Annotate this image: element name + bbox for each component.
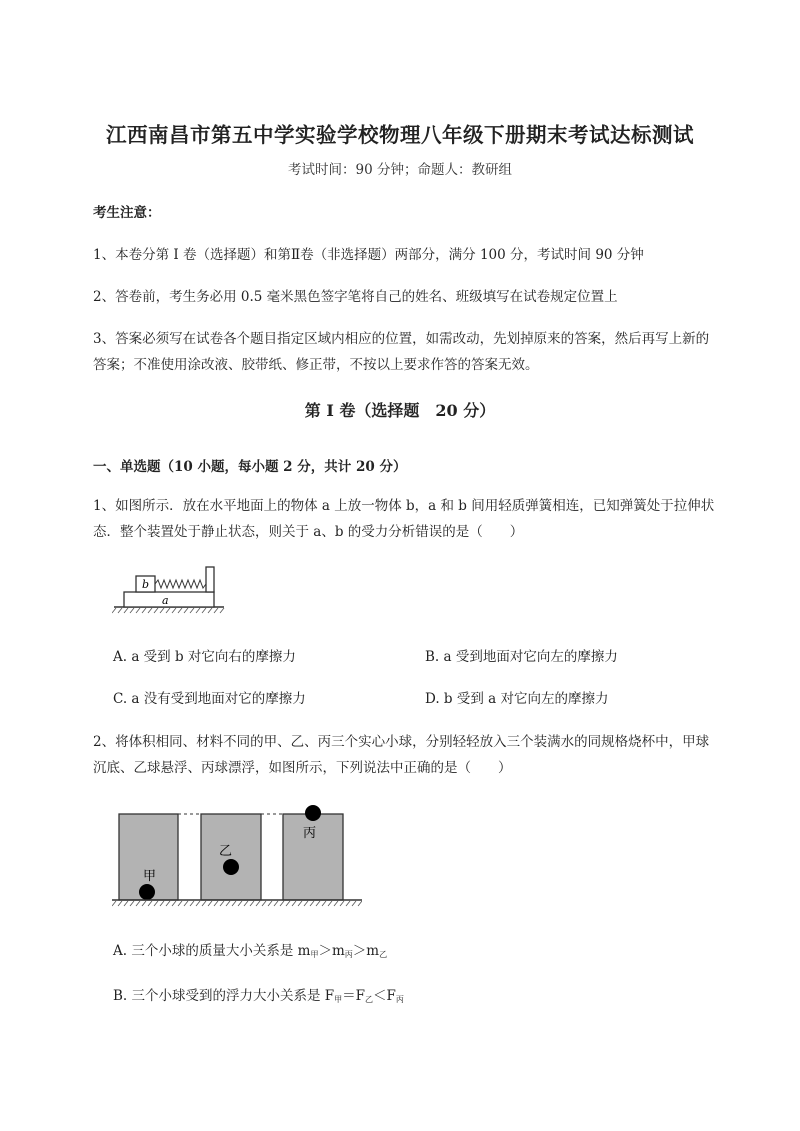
exam-info: 考试时间：90 分钟；命题人：教研组 — [288, 162, 512, 178]
subscript: 丙 — [395, 995, 404, 1004]
ground-hatching — [112, 607, 224, 613]
subscript: 甲 — [310, 950, 319, 959]
page-title: 江西南昌市第五中学实验学校物理八年级下册期末考试达标测试 — [106, 123, 694, 147]
operator: ＞ — [352, 943, 367, 959]
beakers-figure — [112, 800, 362, 912]
symbol-m: m — [297, 943, 311, 959]
spring-blocks-figure — [112, 562, 227, 620]
q1-option-a[interactable]: A. a 受到 b 对它向右的摩擦力 — [113, 649, 296, 665]
label-a: a — [162, 594, 169, 607]
q1-option-c[interactable]: C. a 没有受到地面对它的摩擦力 — [113, 691, 306, 707]
symbol-f: F — [386, 988, 396, 1004]
ball-bing — [305, 805, 321, 821]
block-a — [124, 592, 214, 607]
symbol-f: F — [355, 988, 366, 1004]
ball-yi — [223, 859, 239, 875]
operator: ＞ — [318, 943, 332, 959]
wall-post — [206, 567, 214, 592]
notice-item-1: 1、本卷分第 I 卷（选择题）和第Ⅱ卷（非选择题）两部分，满分 100 分，考试时间 90 分钟 — [93, 247, 644, 263]
notice-item-2: 2、答卷前，考生务必用 0.5 毫米黑色签字笔将自己的姓名、班级填写在试卷规定位置上 — [93, 289, 618, 305]
table-hatching — [112, 901, 362, 906]
label-b: b — [142, 578, 150, 591]
subscript: 乙 — [379, 950, 388, 959]
operator: ＜ — [373, 988, 387, 1004]
symbol-f: F — [324, 988, 335, 1004]
label-bing: 丙 — [303, 826, 317, 841]
operator: ＝ — [342, 988, 356, 1004]
symbol-m: m — [366, 943, 380, 959]
q2-option-a[interactable] — [113, 939, 387, 960]
ball-jia — [139, 884, 155, 900]
notice-label: 考生注意： — [93, 205, 161, 221]
label-yi: 乙 — [219, 844, 233, 859]
q1-option-b[interactable]: B. a 受到地面对它向左的摩擦力 — [425, 649, 618, 665]
q2-option-b[interactable] — [113, 984, 404, 1005]
q1-option-d[interactable]: D. b 受到 a 对它向左的摩擦力 — [425, 691, 609, 707]
notice-item-3: 3、答案必须写在试卷各个题目指定区域内相应的位置，如需改动，先划掉原来的答案，然后再写上新的答案；不准使用涂改液、胶带纸、修正带，不按以上要求作答的答案无效。 — [93, 331, 710, 373]
section-title: 第 I 卷（选择题 20 分） — [304, 401, 496, 420]
symbol-m: m — [331, 943, 345, 959]
question-2-stem: 2、将体积相同、材料不同的甲、乙、丙三个实心小球，分别轻轻放入三个装满水的同规格烧杯中，甲球沉底、乙球悬浮、丙球漂浮，如图所示，下列说法中正确的是（ ） — [93, 734, 710, 776]
q2-option-a-text: A. 三个小球的质量大小关系是 — [113, 943, 298, 959]
q2-option-b-text: B. 三个小球受到的浮力大小关系是 — [113, 988, 325, 1004]
label-jia: 甲 — [143, 869, 157, 884]
question-1-stem: 1、如图所示．放在水平地面上的物体 a 上放一物体 b，a 和 b 间用轻质弹簧相连，已知弹簧处于拉伸状态．整个装置处于静止状态，则关于 a、b 的受力分析错误的是（ ） — [93, 498, 715, 540]
subscript: 乙 — [365, 995, 374, 1004]
spring — [155, 580, 206, 588]
part-title: 一、单选题（10 小题，每小题 2 分，共计 20 分） — [93, 459, 407, 475]
subscript: 甲 — [334, 995, 343, 1004]
subscript: 丙 — [344, 950, 353, 959]
